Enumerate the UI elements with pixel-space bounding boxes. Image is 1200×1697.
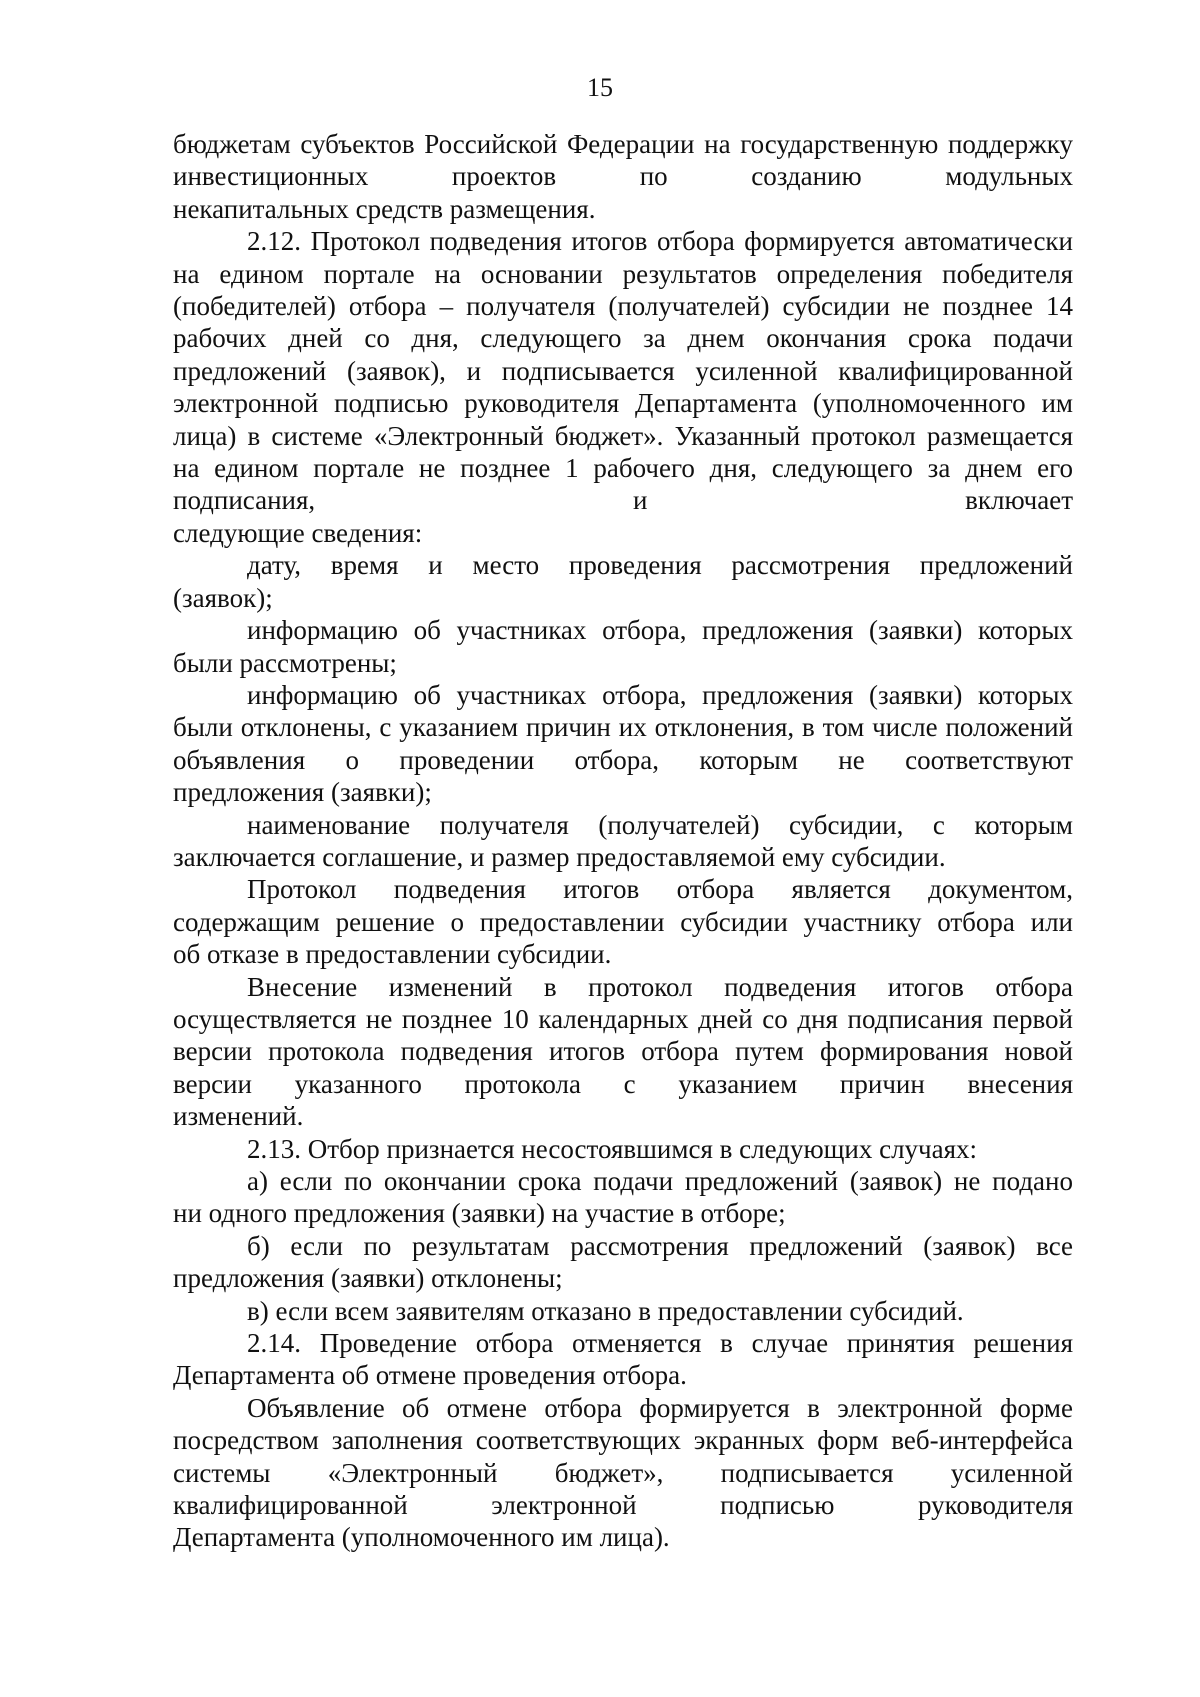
list-item-a-end: ни одного предложения (заявки) на участие в отборе; bbox=[173, 1198, 786, 1229]
paragraph-protocol-document: Протокол подведения итогов отбора является документом, содержащим решение о предоставлении субсидии участнику отбора или bbox=[173, 874, 1073, 937]
list-item-b-end: предложения (заявки) отклонены; bbox=[173, 1263, 563, 1294]
paragraph-cancellation-notice-end: Департамента (уполномоченного им лица). bbox=[173, 1522, 670, 1553]
paragraph-budget-continuation: бюджетам субъектов Российской Федерации на государственную поддержку инвестиционных проектов по созданию модульных bbox=[173, 129, 1073, 192]
list-item-date-time-place-end: (заявок); bbox=[173, 582, 273, 613]
list-item-a: а) если по окончании срока подачи предложений (заявок) не подано bbox=[247, 1166, 1073, 1196]
paragraph-2-13: 2.13. Отбор признается несостоявшимся в следующих случаях: bbox=[247, 1133, 978, 1164]
list-item-rejected-participants: информацию об участниках отбора, предложения (заявки) которых были отклонены, с указанием причин их отклонения, в том числе положений объявления о проведении отбора, которым не соответствуют bbox=[173, 679, 1073, 775]
paragraph-2-14: 2.14. Проведение отбора отменяется в случае принятия решения bbox=[247, 1328, 1073, 1359]
paragraph-2-12-end: следующие сведения: bbox=[173, 517, 423, 548]
paragraph-2-12: 2.12. Протокол подведения итогов отбора формируется автоматически на едином портале на основании результатов определения победителя (победителей) отбора – получателя (получателей) субсидии не позднее 14 рабочих дней со дня, следующего за днем окончания срока подачи предложений (заявок), и подписывается усиленной квалифицированной электронной подписью руководителя Департамента (уполномоченного им лица) в системе «Электронный бюджет». Указанный протокол размещается на едином портале не позднее 1 рабочего дня, следующего за днем его подписания, и включает bbox=[173, 226, 1073, 516]
list-item-b: б) если по результатам рассмотрения предложений (заявок) все bbox=[247, 1230, 1073, 1261]
paragraph-2-14-end: Департамента об отмене проведения отбора. bbox=[173, 1360, 687, 1391]
page-number: 15 bbox=[587, 73, 613, 102]
list-item-rejected-participants-end: предложения (заявки); bbox=[173, 777, 432, 808]
list-item-recipient-name: наименование получателя (получателей) субсидии, с которым bbox=[247, 809, 1073, 840]
list-item-v: в) если всем заявителям отказано в предоставлении субсидий. bbox=[247, 1295, 964, 1326]
paragraph-cancellation-notice: Объявление об отмене отбора формируется в электронной форме посредством заполнения соответствующих экранных форм веб-интерфейса системы «Электронный бюджет», подписывается усиленной квалифицированной электронной подписью руководителя bbox=[173, 1392, 1073, 1521]
document-body bbox=[173, 128, 1073, 1554]
list-item-reviewed-participants: информацию об участниках отбора, предложения (заявки) которых bbox=[247, 615, 1073, 646]
list-item-date-time-place: дату, время и место проведения рассмотрения предложений bbox=[247, 550, 1073, 581]
paragraph-protocol-document-end: об отказе в предоставлении субсидии. bbox=[173, 939, 612, 970]
paragraph-protocol-changes-end: изменений. bbox=[173, 1101, 304, 1132]
list-item-reviewed-participants-end: были рассмотрены; bbox=[173, 647, 397, 678]
list-item-recipient-name-end: заключается соглашение, и размер предоставляемой ему субсидии. bbox=[173, 841, 946, 872]
paragraph-protocol-changes: Внесение изменений в протокол подведения итогов отбора осуществляется не позднее 10 календарных дней со дня подписания первой версии протокола подведения итогов отбора путем формирования новой версии указанного протокола с указанием причин внесения bbox=[173, 971, 1073, 1099]
paragraph-budget-continuation-end: некапитальных средств размещения. bbox=[173, 193, 596, 224]
